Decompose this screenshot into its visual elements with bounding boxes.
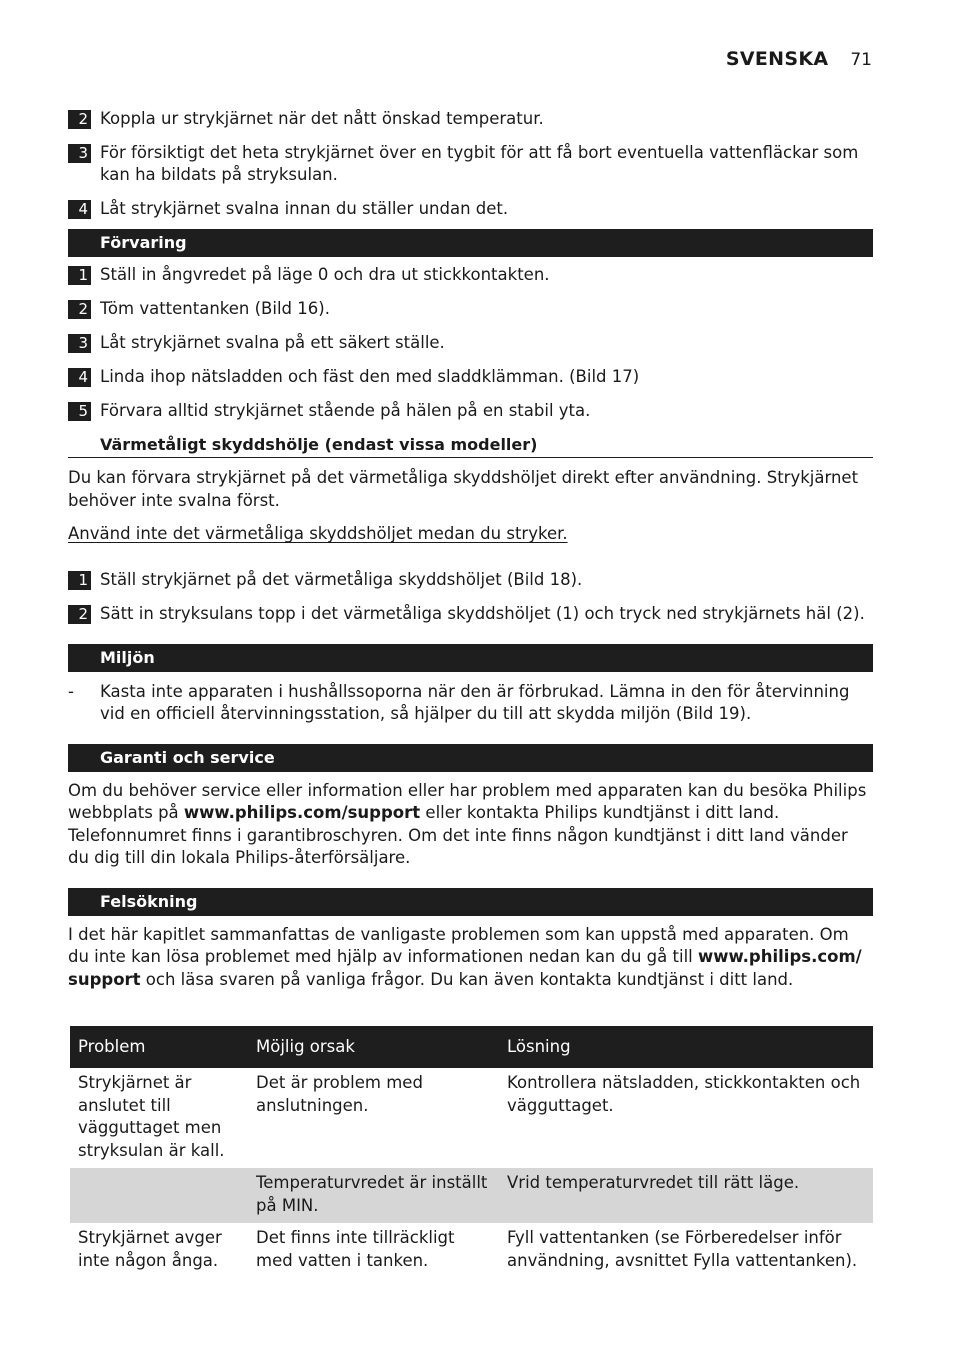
cell-solution: Kontrollera nätsladden, stickkontakten och vägguttaget.: [507, 1073, 861, 1115]
cell-cause: Temperaturvredet är inställt på MIN.: [248, 1168, 499, 1223]
bullet-dash: -: [68, 681, 74, 701]
bullet-item: [68, 681, 873, 726]
section-heading-garanti: Garanti och service: [68, 744, 873, 772]
step-text: Låt strykjärnet svalna på ett säkert ställe.: [100, 333, 445, 352]
step-number: 4: [68, 200, 91, 219]
felsokning-text-2: och läsa svaren på vanliga frågor. Du kan även kontakta kundtjänst i ditt land.: [140, 969, 794, 989]
step-text: Låt strykjärnet svalna innan du ställer undan det.: [100, 199, 509, 218]
step-text: Förvara alltid strykjärnet stående på hälen på en stabil yta.: [100, 401, 591, 420]
step-text: Ställ strykjärnet på det värmetåliga skyddshöljet (Bild 18).: [100, 569, 583, 589]
cell-cause: Det finns inte tillräckligt med vatten i tanken.: [256, 1228, 455, 1270]
table-row: [70, 1168, 873, 1223]
cover-paragraph: Du kan förvara strykjärnet på det värmetåliga skyddshöljet direkt efter användning. Strykjärnet behöver inte svalna först.: [68, 468, 859, 510]
support-link[interactable]: www.philips.com/support: [183, 803, 421, 822]
step-item: [68, 603, 873, 625]
garanti-text-1: Om du behöver service eller information eller har problem med apparaten kan du besöka Philips webbplats på: [68, 780, 867, 822]
step-text: Linda ihop nätsladden och fäst den med sladdklämman. (Bild 17): [100, 367, 640, 386]
column-header-cause: Möjlig orsak: [248, 1026, 499, 1068]
step-item: [68, 569, 873, 591]
cell-solution: Fyll vattentanken (se Förberedelser inför användning, avsnittet Fylla vattentanken).: [507, 1228, 858, 1270]
cell-problem: Strykjärnet är anslutet till vägguttaget men stryksulan är kall.: [78, 1073, 225, 1160]
cover-warning: [68, 523, 873, 546]
garanti-paragraph: [68, 780, 873, 870]
step-item: [68, 298, 873, 320]
step-text: För försiktigt det heta strykjärnet över en tygbit för att få bort eventuella vattenfläckar som kan ha bildats på stryksulan.: [100, 143, 859, 184]
cell-cause: Det är problem med anslutningen.: [256, 1073, 423, 1115]
step-number: 2: [68, 110, 91, 129]
column-header-problem: Problem: [70, 1026, 248, 1068]
section-heading-forvaring: Förvaring: [68, 229, 873, 257]
step-item: [68, 142, 873, 186]
step-text: Ställ in ångvredet på läge 0 och dra ut stickkontakten.: [100, 265, 550, 284]
page-content: [68, 106, 873, 991]
felsokning-text-1: I det här kapitlet sammanfattas de vanligaste problemen som kan uppstå med apparaten. Om du inte kan lösa problemet med hjälp av informationen nedan kan du gå till: [68, 924, 849, 966]
cell-problem: [70, 1168, 248, 1223]
step-number: 2: [68, 605, 91, 624]
troubleshooting-table: [70, 1026, 873, 1278]
language-label: SVENSKA: [725, 48, 829, 70]
cell-solution: Vrid temperaturvredet till rätt läge.: [499, 1168, 873, 1223]
column-header-solution: Lösning: [499, 1026, 873, 1068]
cover-warning-text: Använd inte det värmetåliga skyddshöljet medan du stryker.: [68, 524, 568, 543]
cell-problem: Strykjärnet avger inte någon ånga.: [78, 1228, 222, 1270]
step-number: 2: [68, 300, 91, 319]
table-header-row: [70, 1026, 873, 1068]
table-row: [70, 1223, 873, 1278]
step-item: [68, 264, 873, 286]
step-number: 4: [68, 368, 91, 387]
felsokning-paragraph: [68, 924, 873, 992]
step-number: 1: [68, 571, 91, 590]
step-text: Töm vattentanken (Bild 16).: [100, 299, 330, 318]
bullet-text: Kasta inte apparaten i hushållssoporna när den är förbrukad. Lämna in den för återvinning vid en officiell återvinningsstation, så hjälper du till att skydda miljön (Bild 19).: [100, 681, 850, 723]
page-number: 71: [850, 50, 872, 70]
step-text: Koppla ur strykjärnet när det nått önskad temperatur.: [100, 109, 544, 128]
table-row: [70, 1068, 873, 1168]
step-number: 3: [68, 334, 91, 353]
garanti-text-2: eller kontakta Philips kundtjänst i ditt land. Telefonnumret finns i garantibroschyren. Om det inte finns någon kundtjänst i ditt land vänder du dig till din lokala Philips-återförsäljare.: [68, 803, 848, 867]
section-heading-miljon: Miljön: [68, 644, 873, 672]
step-number: 5: [68, 402, 91, 421]
subheading-cover: Värmetåligt skyddshölje (endast vissa modeller): [68, 434, 873, 458]
step-item: [68, 332, 873, 354]
step-item: [68, 366, 873, 388]
step-item: [68, 400, 873, 422]
support-link[interactable]: www.philips.com/ support: [68, 947, 862, 989]
step-item: [68, 108, 873, 130]
step-text: Sätt in stryksulans topp i det värmetåliga skyddshöljet (1) och tryck ned strykjärnets häl (2).: [100, 603, 865, 623]
step-number: 1: [68, 266, 91, 285]
section-heading-felsokning: Felsökning: [68, 888, 873, 916]
step-item: [68, 198, 873, 220]
step-number: 3: [68, 144, 91, 163]
page-header: [726, 48, 872, 70]
